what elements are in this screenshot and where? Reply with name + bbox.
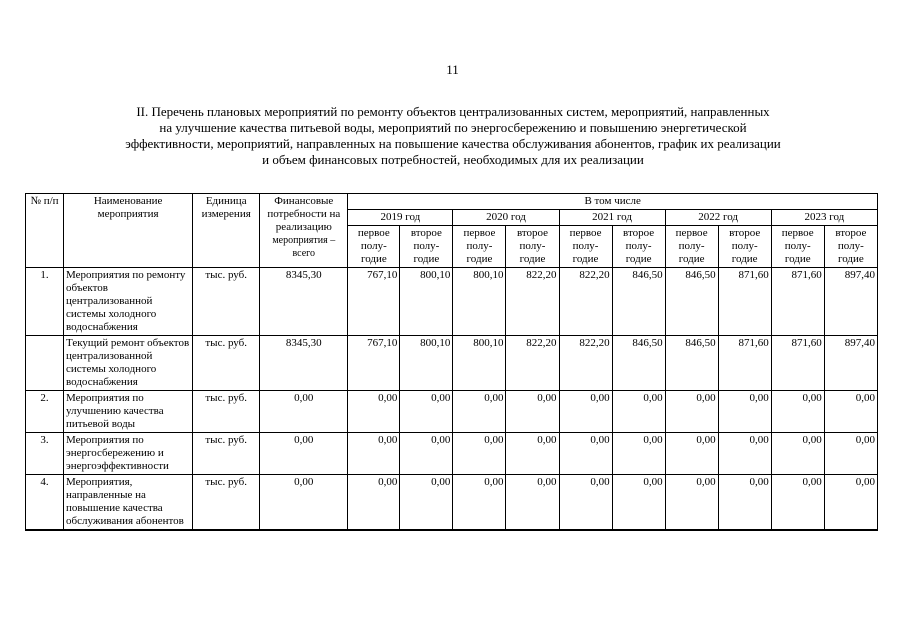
cell-value: 767,10	[348, 336, 400, 391]
cell-name: Мероприятия по улучшению качества питьевой воды	[64, 391, 193, 433]
cell-value: 800,10	[453, 268, 506, 336]
header-name: Наименование мероприятия	[64, 194, 193, 268]
cell-value: 0,00	[771, 433, 824, 475]
cell-value: 846,50	[665, 268, 718, 336]
header-half-first: первое полу-годие	[348, 226, 400, 268]
cell-value: 0,00	[824, 475, 877, 531]
cell-value: 822,20	[559, 336, 612, 391]
cell-value: 800,10	[453, 336, 506, 391]
cell-value: 871,60	[771, 336, 824, 391]
plan-table	[25, 193, 878, 531]
cell-value: 0,00	[665, 475, 718, 531]
cell-total: 8345,30	[260, 336, 348, 391]
cell-value: 846,50	[612, 268, 665, 336]
cell-value: 0,00	[718, 391, 771, 433]
cell-num: 2.	[26, 391, 64, 433]
cell-value: 0,00	[453, 391, 506, 433]
cell-value: 871,60	[718, 336, 771, 391]
table-row	[26, 268, 878, 336]
header-finance-sub: мероприятия – всего	[272, 235, 336, 259]
cell-value: 0,00	[559, 433, 612, 475]
cell-name: Мероприятия по энергосбережению и энергоэффективности	[64, 433, 193, 475]
cell-value: 0,00	[665, 391, 718, 433]
cell-total: 0,00	[260, 475, 348, 531]
header-year: 2022 год	[665, 210, 771, 226]
section-heading	[40, 104, 866, 168]
cell-value: 0,00	[400, 391, 453, 433]
cell-value: 0,00	[453, 475, 506, 531]
cell-value: 822,20	[506, 268, 559, 336]
cell-name: Текущий ремонт объектов централизованной системы холодного водоснабжения	[64, 336, 193, 391]
table-row	[26, 475, 878, 531]
cell-total: 0,00	[260, 433, 348, 475]
header-year: 2023 год	[771, 210, 877, 226]
cell-value: 0,00	[506, 475, 559, 531]
cell-value: 0,00	[665, 433, 718, 475]
cell-value: 0,00	[612, 391, 665, 433]
header-half-first: первое полу-годие	[559, 226, 612, 268]
cell-value: 0,00	[506, 433, 559, 475]
heading-line: эффективности, мероприятий, направленных на повышение качества обслуживания абонентов, график их реализации	[125, 136, 781, 151]
header-year: 2019 год	[348, 210, 453, 226]
header-half-second: второе полу-годие	[400, 226, 453, 268]
cell-value: 0,00	[453, 433, 506, 475]
cell-name: Мероприятия, направленные на повышение качества обслуживания абонентов	[64, 475, 193, 531]
cell-total: 0,00	[260, 391, 348, 433]
cell-value: 0,00	[348, 433, 400, 475]
cell-value: 846,50	[665, 336, 718, 391]
page-number: 11	[446, 62, 459, 77]
header-num: № п/п	[26, 194, 64, 268]
cell-value: 0,00	[348, 475, 400, 531]
cell-value: 846,50	[612, 336, 665, 391]
cell-value: 0,00	[824, 391, 877, 433]
cell-total: 8345,30	[260, 268, 348, 336]
cell-value: 767,10	[348, 268, 400, 336]
cell-value: 897,40	[824, 268, 877, 336]
cell-value: 822,20	[506, 336, 559, 391]
header-half-second: второе полу-годие	[506, 226, 559, 268]
header-half-first: первое полу-годие	[453, 226, 506, 268]
heading-line: на улучшение качества питьевой воды, мероприятий по энергосбережению и повышению энергетической	[159, 120, 747, 135]
cell-value: 871,60	[771, 268, 824, 336]
cell-value: 0,00	[348, 391, 400, 433]
header-half-first: первое полу-годие	[665, 226, 718, 268]
cell-num: 3.	[26, 433, 64, 475]
cell-value: 897,40	[824, 336, 877, 391]
cell-value: 0,00	[718, 475, 771, 531]
cell-value: 0,00	[612, 475, 665, 531]
cell-unit: тыс. руб.	[193, 336, 260, 391]
cell-num: 1.	[26, 268, 64, 336]
cell-value: 0,00	[718, 433, 771, 475]
heading-line: II. Перечень плановых мероприятий по ремонту объектов централизованных систем, мероприятий, направленных	[136, 104, 770, 119]
table-row	[26, 391, 878, 433]
cell-value: 0,00	[400, 475, 453, 531]
header-year: 2021 год	[559, 210, 665, 226]
cell-num	[26, 336, 64, 391]
cell-value: 0,00	[559, 475, 612, 531]
header-half-second: второе полу-годие	[824, 226, 877, 268]
cell-num: 4.	[26, 475, 64, 531]
table-row	[26, 336, 878, 391]
cell-unit: тыс. руб.	[193, 268, 260, 336]
cell-value: 0,00	[400, 433, 453, 475]
header-including: В том числе	[348, 194, 878, 210]
header-finance-top: Финансовые потребности на реализацию	[267, 195, 341, 233]
cell-value: 0,00	[506, 391, 559, 433]
cell-value: 0,00	[612, 433, 665, 475]
cell-value: 0,00	[771, 475, 824, 531]
cell-unit: тыс. руб.	[193, 475, 260, 531]
cell-value: 871,60	[718, 268, 771, 336]
cell-value: 822,20	[559, 268, 612, 336]
cell-name: Мероприятия по ремонту объектов централизованной системы холодного водоснабжения	[64, 268, 193, 336]
cell-value: 800,10	[400, 268, 453, 336]
header-row-years	[26, 194, 878, 210]
header-half-second: второе полу-годие	[612, 226, 665, 268]
cell-value: 0,00	[824, 433, 877, 475]
cell-unit: тыс. руб.	[193, 391, 260, 433]
header-finance	[260, 194, 348, 268]
table-row	[26, 433, 878, 475]
header-half-first: первое полу-годие	[771, 226, 824, 268]
header-year: 2020 год	[453, 210, 559, 226]
cell-value: 800,10	[400, 336, 453, 391]
cell-unit: тыс. руб.	[193, 433, 260, 475]
cell-value: 0,00	[559, 391, 612, 433]
cell-value: 0,00	[771, 391, 824, 433]
header-unit: Единица измерения	[193, 194, 260, 268]
header-half-second: второе полу-годие	[718, 226, 771, 268]
heading-line: и объем финансовых потребностей, необходимых для их реализации	[262, 152, 644, 167]
